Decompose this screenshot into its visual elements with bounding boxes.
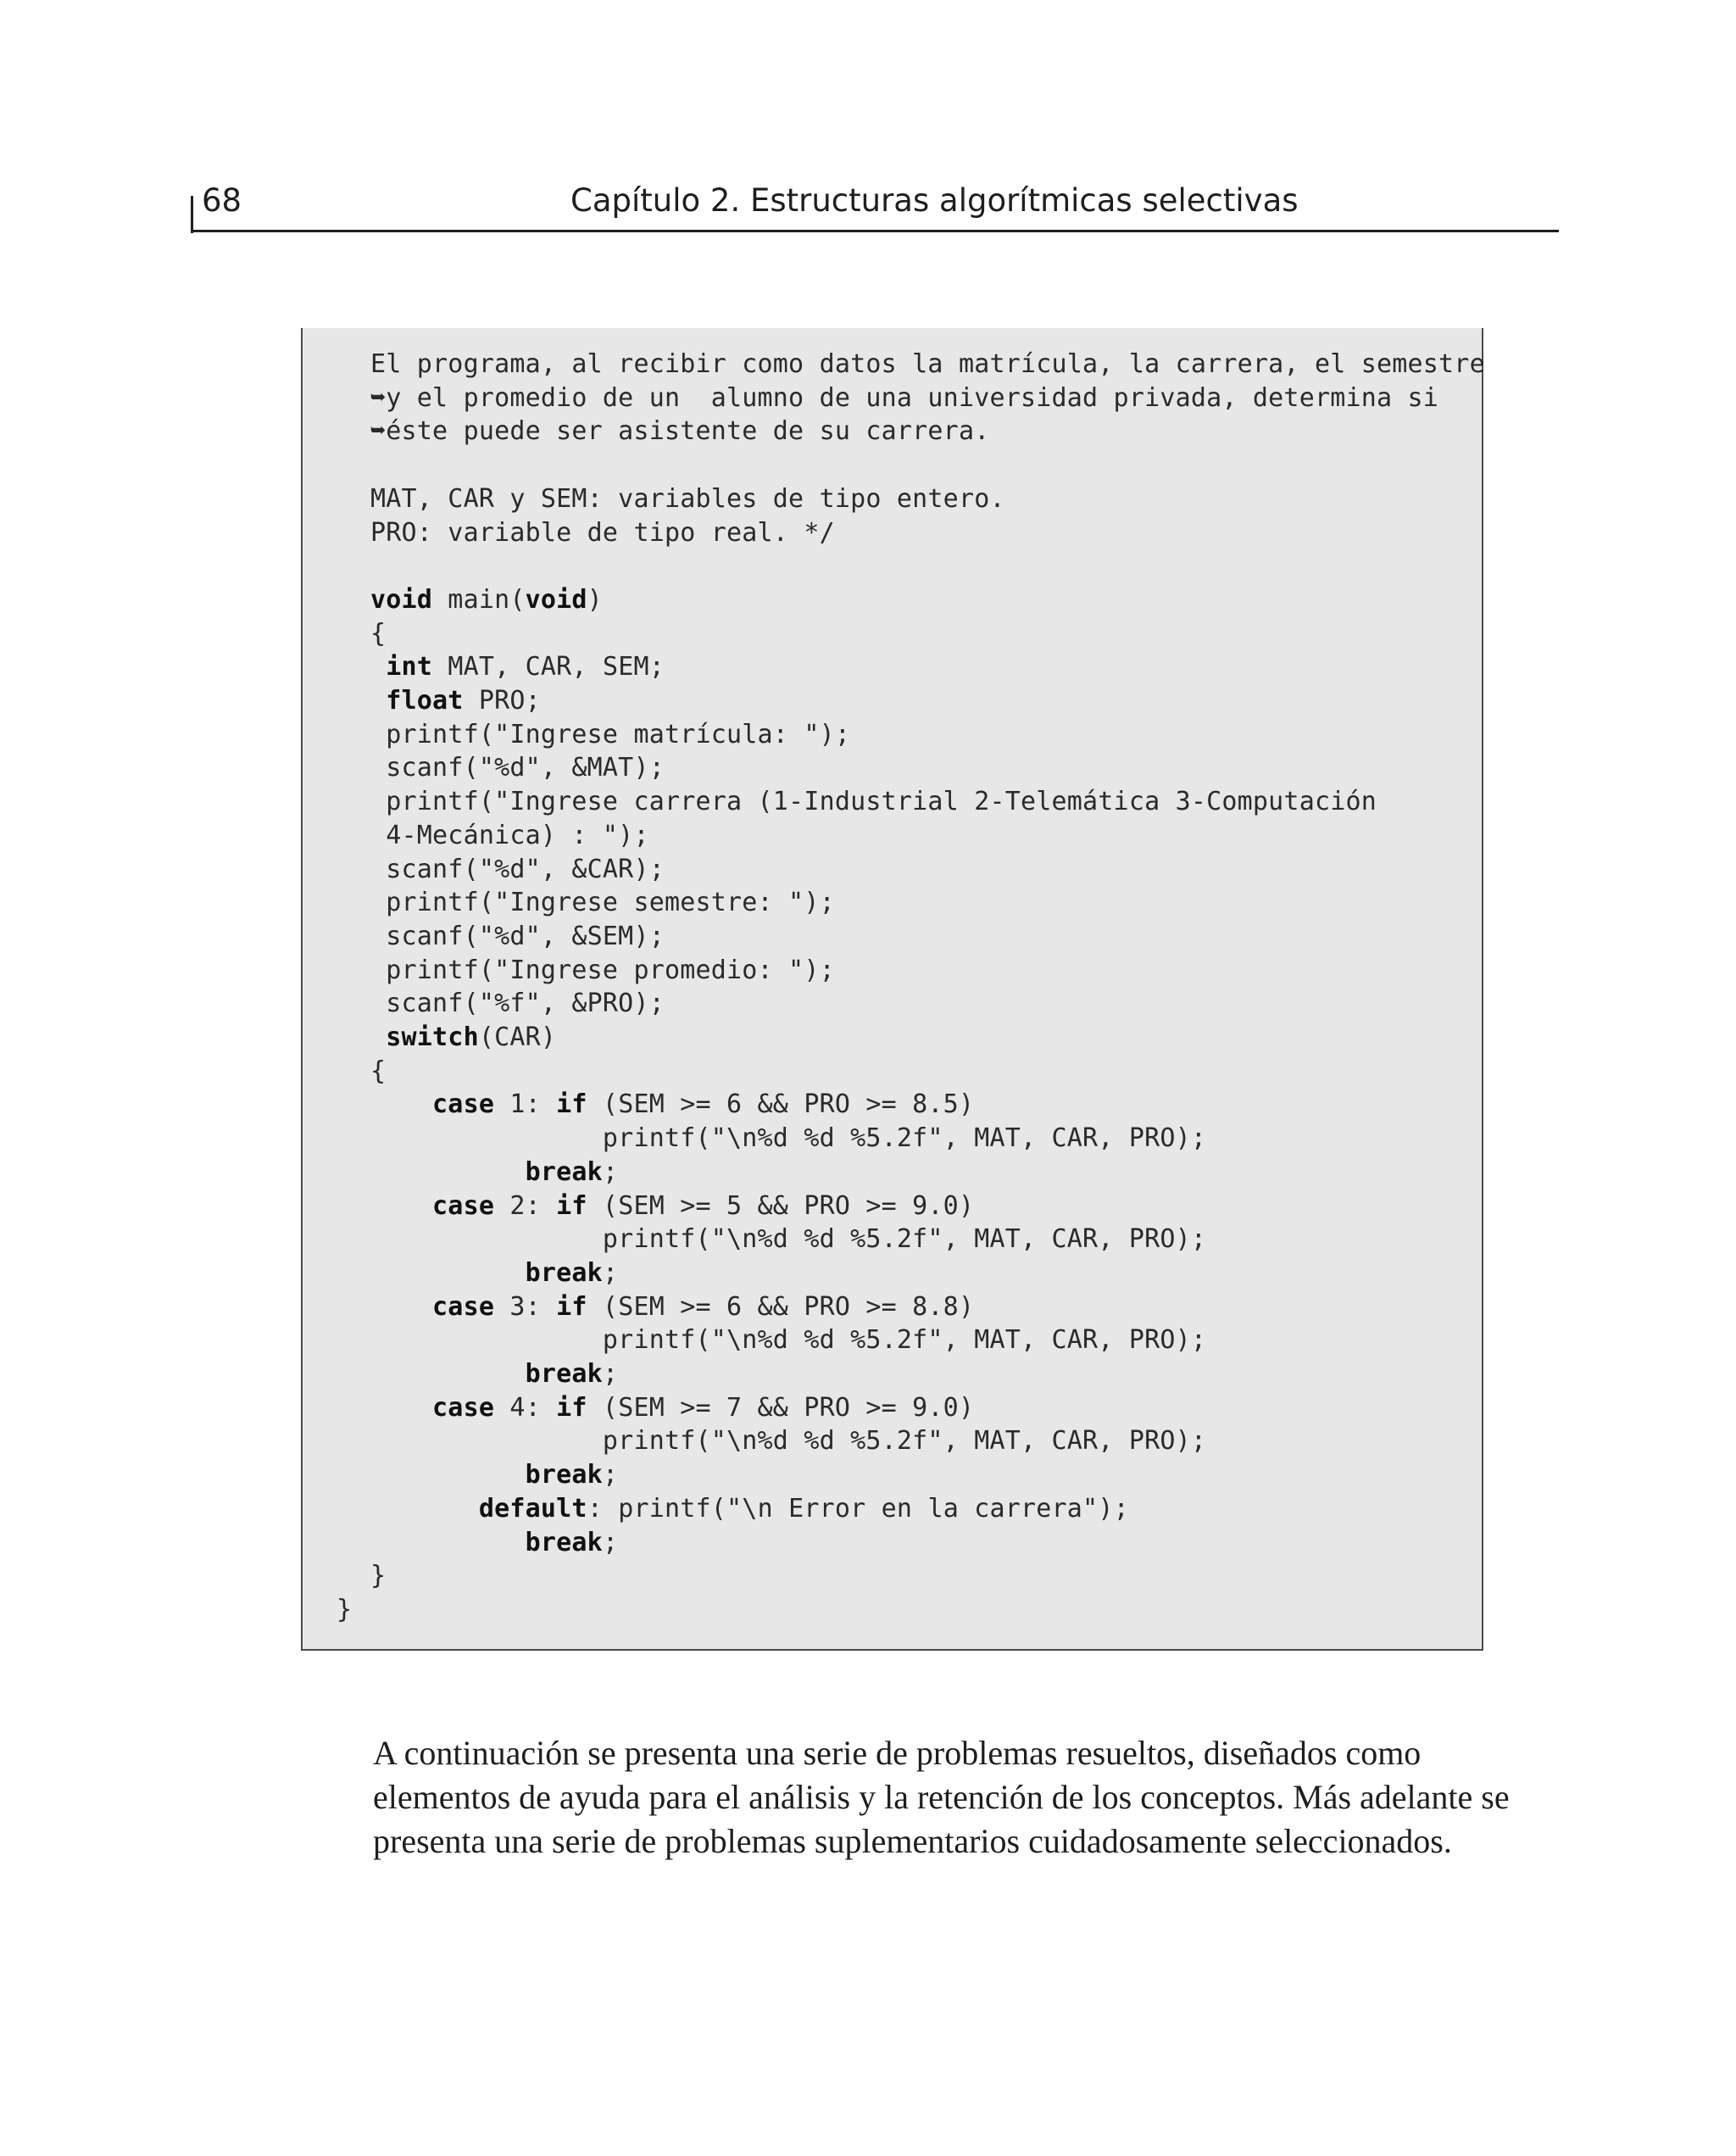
code-line (370, 1156, 618, 1189)
code-keyword: void (525, 584, 587, 615)
code-text: ➥éste puede ser asistente de su carrera. (370, 416, 990, 447)
code-text: printf("\n%d %d %5.2f", MAT, CAR, PRO); (370, 1123, 1207, 1154)
code-text: ; (602, 1527, 619, 1557)
code-text: printf("\n%d %d %5.2f", MAT, CAR, PRO); (370, 1224, 1207, 1255)
code-keyword: switch (386, 1022, 479, 1052)
code-text: 4: (494, 1392, 557, 1423)
code-text: 3: (494, 1291, 557, 1322)
code-text: printf("\n%d %d %5.2f", MAT, CAR, PRO); (370, 1426, 1207, 1457)
code-keyword: int (386, 652, 433, 682)
code-keyword: case (432, 1190, 495, 1221)
code-text (370, 686, 386, 716)
code-line (370, 1021, 556, 1055)
code-line (370, 1088, 974, 1122)
code-text: scanf("%d", &CAR); (370, 854, 665, 884)
code-text: ➥y el promedio de un alumno de una universidad privada, determina si (370, 382, 1439, 413)
code-keyword: case (432, 1392, 495, 1423)
code-line (337, 1593, 352, 1627)
code-line (370, 1391, 974, 1425)
code-keyword: break (525, 1527, 603, 1557)
code-text: scanf("%d", &MAT); (370, 753, 665, 783)
code-text: (CAR) (478, 1022, 557, 1052)
code-text: main( (432, 584, 526, 615)
code-text: ) (587, 584, 603, 615)
body-paragraph: A continuación se presenta una serie de problemas resueltos, diseñados como elementos de ayuda para el análisis y la retención de los conceptos. Más adelante se presenta una serie de problemas suplementarios cuidadosamente seleccionados. (373, 1734, 1510, 1860)
code-line (370, 348, 1485, 382)
code-line (370, 650, 665, 684)
code-text: El programa, al recibir como datos la matrícula, la carrera, el semestre (370, 349, 1485, 379)
code-text (370, 1494, 479, 1524)
code-text: ; (602, 1460, 619, 1490)
code-line (370, 516, 835, 550)
code-keyword: if (556, 1392, 587, 1423)
code-text (370, 1157, 526, 1187)
code-line (370, 1323, 1206, 1357)
code-line (370, 954, 835, 988)
code-keyword: break (525, 1359, 603, 1389)
code-line (370, 583, 603, 617)
code-text (370, 1460, 526, 1490)
code-line (370, 1492, 1129, 1526)
code-keyword: default (478, 1493, 587, 1524)
code-text: printf("Ingrese matrícula: "); (370, 719, 851, 749)
code-text (370, 1292, 432, 1322)
code-text: (SEM >= 7 && PRO >= 9.0) (587, 1392, 975, 1423)
code-line (370, 1424, 1206, 1458)
code-line (370, 785, 1377, 819)
code-line (370, 1055, 386, 1089)
code-line (370, 1189, 974, 1223)
header-tick (191, 196, 193, 233)
code-text: 1: (494, 1089, 557, 1120)
code-text: { (370, 618, 387, 649)
code-text: (SEM >= 5 && PRO >= 9.0) (587, 1190, 975, 1221)
code-text: } (337, 1594, 353, 1624)
code-line (370, 718, 850, 752)
code-text: printf("Ingrese semestre: "); (370, 888, 835, 918)
code-text (370, 1022, 386, 1052)
code-keyword: if (556, 1190, 587, 1221)
code-line (370, 1526, 618, 1560)
code-text (370, 1089, 432, 1119)
code-text: (SEM >= 6 && PRO >= 8.5) (587, 1089, 975, 1120)
code-line (370, 1290, 974, 1324)
code-keyword: case (432, 1291, 495, 1322)
code-listing (301, 328, 1483, 1651)
code-line (370, 1357, 618, 1391)
code-line (370, 1223, 1206, 1256)
chapter-title: Capítulo 2. Estructuras algorítmicas selectivas (570, 182, 1299, 219)
code-text: : printf("\n Error en la carrera"); (587, 1493, 1129, 1524)
code-text: scanf("%f", &PRO); (370, 989, 665, 1019)
code-keyword: if (556, 1291, 587, 1322)
code-keyword: void (370, 584, 433, 615)
code-keyword: float (386, 686, 464, 716)
code-line (370, 415, 989, 448)
code-line (370, 987, 665, 1021)
code-text (370, 1191, 432, 1221)
code-text: MAT, CAR, SEM; (432, 652, 665, 682)
code-text: ; (602, 1359, 619, 1389)
code-text: ; (602, 1156, 619, 1187)
code-text: PRO: variable de tipo real. */ (370, 517, 835, 548)
code-text: ; (602, 1257, 619, 1288)
code-text (370, 1258, 526, 1288)
page-header (191, 174, 1559, 228)
code-line (370, 382, 1438, 415)
code-keyword: case (432, 1089, 495, 1120)
code-text: scanf("%d", &SEM); (370, 921, 665, 951)
code-text: 2: (494, 1190, 557, 1221)
code-line (370, 819, 649, 853)
code-text: printf("Ingrese carrera (1-Industrial 2-Telemática 3-Computación (370, 787, 1377, 817)
code-line (370, 1122, 1206, 1156)
code-line (370, 684, 541, 718)
code-text: printf("Ingrese promedio: "); (370, 955, 835, 985)
page-number: 68 (202, 182, 242, 219)
code-keyword: break (525, 1460, 603, 1490)
code-keyword: if (556, 1089, 587, 1120)
code-line (370, 886, 835, 920)
code-line (370, 1256, 618, 1290)
code-line (370, 751, 665, 785)
code-line (370, 482, 1005, 516)
code-line (370, 853, 665, 887)
code-keyword: break (525, 1257, 603, 1288)
header-rule (191, 230, 1559, 232)
code-text (370, 1393, 432, 1423)
code-text: MAT, CAR y SEM: variables de tipo entero. (370, 483, 1005, 514)
code-text: PRO; (463, 686, 541, 716)
code-line (370, 617, 386, 651)
code-text (370, 652, 386, 682)
code-text: (SEM >= 6 && PRO >= 8.8) (587, 1291, 975, 1322)
code-text: { (370, 1056, 387, 1086)
code-line (370, 920, 665, 954)
code-text: } (370, 1561, 387, 1591)
code-text (370, 1359, 526, 1389)
code-keyword: break (525, 1156, 603, 1187)
code-line (370, 1559, 386, 1593)
code-text: 4-Mecánica) : "); (370, 820, 649, 850)
code-text: printf("\n%d %d %5.2f", MAT, CAR, PRO); (370, 1325, 1207, 1356)
code-line (370, 1458, 618, 1492)
code-text (370, 1528, 526, 1557)
